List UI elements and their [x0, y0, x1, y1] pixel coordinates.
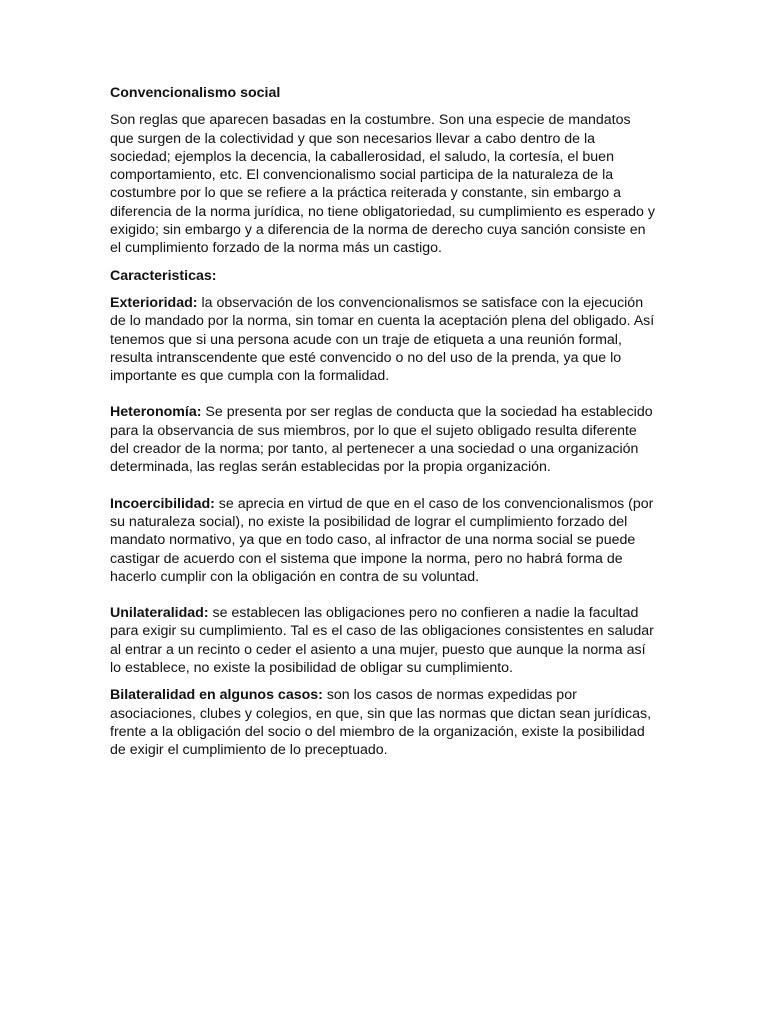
characteristic-term: Unilateralidad: [110, 605, 209, 622]
characteristics-heading: Caracteristicas: [110, 267, 217, 284]
characteristic-term: Heteronomía: [110, 404, 202, 421]
document-page [110, 84, 658, 760]
characteristic-unilateralidad [110, 604, 658, 677]
characteristic-term: Incoercibilidad: [110, 495, 215, 512]
characteristic-incoercibilidad [110, 495, 658, 586]
spacer [110, 477, 658, 495]
spacer [110, 586, 658, 604]
characteristic-text: la observación de los convencionalismos se satisface con la ejecución de lo mandado por la norma, sin tomar en cuenta la aceptación plena del obligado. Así tenemos que si una persona acude con un traje de etiqueta a una reunión formal, resulta intranscendente que esté convencido o no del uso de la prenda, ya que lo importante es que cumpla con la formalidad. [110, 294, 655, 385]
characteristic-exterioridad [110, 294, 658, 385]
spacer [110, 258, 658, 267]
document-title: Convencionalismo social [110, 85, 281, 101]
characteristic-text: se establecen las obligaciones pero no confieren a nadie la facultad para exigir su cumplimiento. Tal es el caso de las obligaciones consistentes en saludar al entrar a un recinto o ceder el asiento a una mujer, puesto que aunque la norma así lo establece, no existe la posibilidad de obligar su cumplimiento. [110, 605, 654, 677]
spacer [110, 677, 658, 686]
characteristic-text: son los casos de normas expedidas por asociaciones, clubes y colegios, en que, sin que las normas que dictan sean jurídicas, frente a la obligación del socio o del miembro de la organización, existe la posibilidad de exigir el cumplimiento de lo preceptuado. [110, 687, 652, 759]
characteristic-term: Bilateralidad en algunos casos: [110, 687, 323, 704]
characteristic-bilateralidad [110, 686, 658, 759]
spacer [110, 285, 658, 294]
characteristic-heteronomia [110, 403, 658, 476]
characteristic-text: se aprecia en virtud de que en el caso de los convencionalismos (por su naturaleza social), no existe la posibilidad de lograr el cumplimiento forzado del mandato normativo, ya que en todo caso, al infractor de una norma social se puede castigar de acuerdo con el sistema que impone la norma, pero no habrá forma de hacerlo cumplir con la obligación en contra de su voluntad. [110, 495, 654, 585]
spacer [110, 385, 658, 403]
intro-paragraph: Son reglas que aparecen basadas en la costumbre. Son una especie de mandatos que surgen de la colectividad y que son necesarios llevar a cabo dentro de la sociedad; ejemplos la decencia, la caballerosidad, el saludo, la cortesía, el buen comportamiento, etc. El convencionalismo social participa de la naturaleza de la costumbre por lo que se refiere a la práctica reiterada y constante, sin embargo a diferencia de la norma jurídica, no tiene obligatoriedad, su cumplimiento es esperado y exigido; sin embargo y a diferencia de la norma de derecho cuya sanción consiste en el cumplimiento forzado de la norma más un castigo. [110, 112, 655, 257]
characteristic-text: Se presenta por ser reglas de conducta que la sociedad ha establecido para la observancia de sus miembros, por lo que el sujeto obligado resulta diferente del creador de la norma; por tanto, al pertenecer a una sociedad o una organización determinada, las reglas serán establecidas por la propia organización. [110, 404, 653, 476]
characteristic-term: Exterioridad: [110, 294, 198, 311]
